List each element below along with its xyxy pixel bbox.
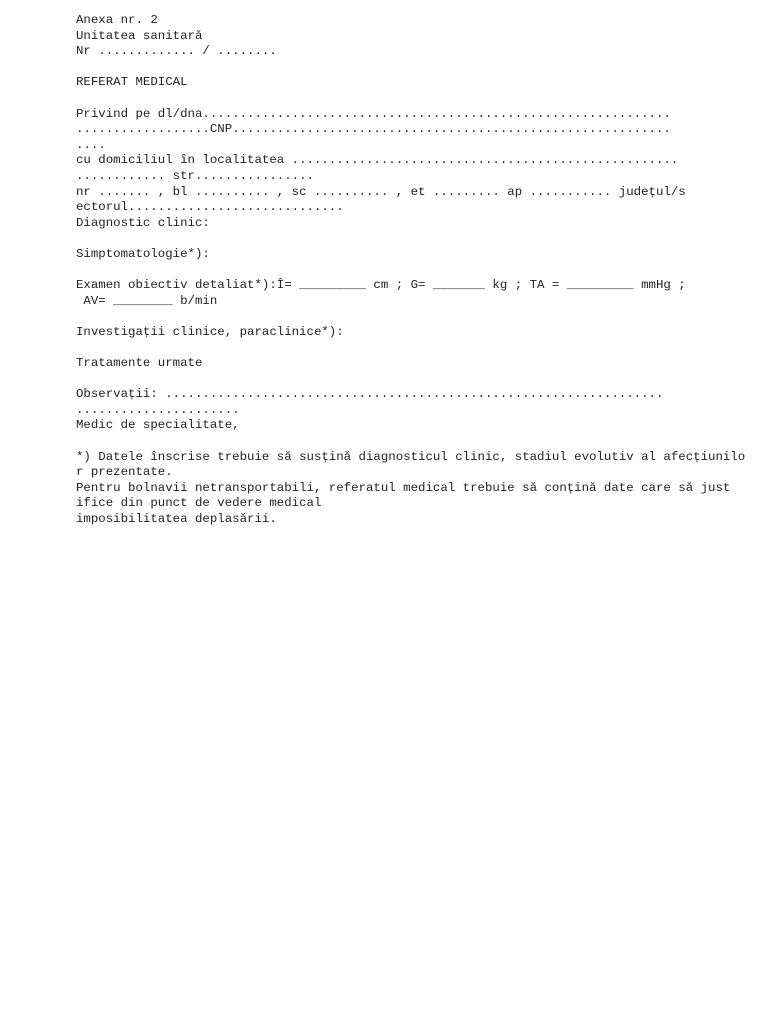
footnote-line-5: imposibilitatea deplasării. — [76, 512, 277, 526]
clinical-diagnosis: Diagnostic clinic: — [76, 215, 210, 230]
document-page — [76, 13, 756, 528]
spacer — [76, 91, 756, 107]
spacer — [76, 372, 756, 388]
patient-cnp-continuation: .... — [76, 137, 106, 152]
specialist-doctor: Medic de specialitate, — [76, 418, 240, 433]
document-title: REFERAT MEDICAL — [76, 75, 188, 90]
footnote-line-3: Pentru bolnavii netransportabili, referatul medical trebuie să conțină date care să just — [76, 480, 731, 495]
spacer — [76, 309, 756, 325]
patient-address-line: nr ....... , bl .......... , sc .......... , et ......... ap ........... județul/s — [76, 184, 686, 199]
registration-number: Nr ............. / ........ — [76, 44, 277, 59]
spacer — [76, 263, 756, 279]
footnote-line-4: ifice din punct de vedere medical — [76, 496, 322, 511]
annex-number: Anexa nr. 2 — [76, 13, 158, 27]
clinical-investigations: Investigații clinice, paraclinice*): — [76, 324, 344, 339]
patient-locality-line: cu domiciliul în localitatea .................................................... — [76, 153, 679, 168]
patient-street-line: ............ str................ — [76, 168, 314, 183]
patient-cnp-line: ..................CNP........................................................... — [76, 122, 671, 137]
treatments-followed: Tratamente urmate — [76, 356, 203, 371]
spacer — [76, 60, 756, 76]
patient-name-line: Privind pe dl/dna............................................................... — [76, 106, 671, 121]
heart-rate-line: AV= ________ b/min — [76, 293, 218, 308]
symptomatology: Simptomatologie*): — [76, 246, 210, 261]
patient-sector-line: ectorul............................. — [76, 200, 344, 215]
observations-line: Observații: ................................................................... — [76, 387, 664, 402]
spacer — [76, 340, 756, 356]
spacer — [76, 434, 756, 450]
observations-continuation: ...................... — [76, 402, 240, 417]
medical-unit: Unitatea sanitară — [76, 28, 203, 43]
objective-exam-line: Examen obiectiv detaliat*):Î= _________ cm ; G= _______ kg ; TA = _________ mmHg ; — [76, 278, 686, 293]
footnote-line-1: *) Datele înscrise trebuie să susțină diagnosticul clinic, stadiul evolutiv al afecțiunilo — [76, 449, 746, 464]
footnote-line-2: r prezentate. — [76, 465, 173, 480]
spacer — [76, 231, 756, 247]
